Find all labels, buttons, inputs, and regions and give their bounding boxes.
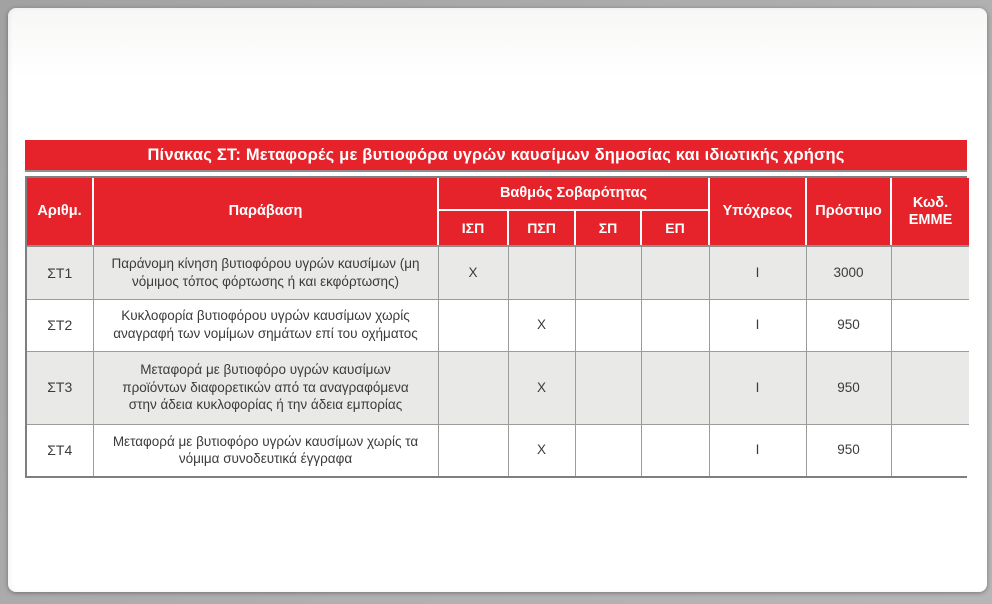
table-row-st1 [27,246,969,299]
table-row-st2 [27,299,969,351]
table-title: Πίνακας ΣΤ: Μεταφορές με βυτιοφόρα υγρών καυσίμων δημοσίας και ιδιωτικής χρήσης [147,145,845,164]
table-title-bar [25,140,967,172]
cell-obligated: Ι [709,246,806,299]
table-grid [25,176,967,478]
table-row-st4 [27,424,969,476]
cell-severity-ep [641,299,709,351]
cell-violation: Παράνομη κίνηση βυτιοφόρου υγρών καυσίμων (μη νόμιμος τόπος φόρτωσης ή και εκφόρτωσης) [93,246,438,299]
cell-severity-isp [438,351,508,424]
cell-fine: 950 [806,351,891,424]
column-header-violation: Παράβαση [93,178,438,246]
cell-severity-psp [508,246,575,299]
cell-obligated: Ι [709,424,806,476]
cell-number: ΣΤ3 [27,351,93,424]
cell-code [891,424,969,476]
cell-severity-ep [641,424,709,476]
table-row-st3 [27,351,969,424]
column-header-severity-ep: ΕΠ [641,210,709,246]
cell-severity-sp [575,246,641,299]
document-page [8,8,987,592]
cell-severity-sp [575,351,641,424]
cell-obligated: Ι [709,299,806,351]
cell-severity-psp: X [508,299,575,351]
column-header-fine: Πρόστιμο [806,178,891,246]
fines-table [25,140,967,478]
cell-severity-isp [438,424,508,476]
column-header-number: Αριθμ. [27,178,93,246]
cell-number: ΣΤ1 [27,246,93,299]
cell-violation: Μεταφορά με βυτιοφόρο υγρών καυσίμων προϊόντων διαφορετικών από τα αναγραφόμενα στην άδεια κυκλοφορίας ή την άδεια εμπορίας [93,351,438,424]
cell-code [891,299,969,351]
cell-severity-sp [575,424,641,476]
cell-number: ΣΤ4 [27,424,93,476]
cell-obligated: Ι [709,351,806,424]
cell-violation: Κυκλοφορία βυτιοφόρου υγρών καυσίμων χωρίς αναγραφή των νομίμων σημάτων επί του οχήματος [93,299,438,351]
column-header-severity-isp: ΙΣΠ [438,210,508,246]
column-header-severity-group: Βαθμός Σοβαρότητας [438,178,709,210]
cell-severity-isp [438,299,508,351]
cell-code [891,246,969,299]
cell-severity-psp: X [508,351,575,424]
cell-fine: 3000 [806,246,891,299]
cell-fine: 950 [806,424,891,476]
column-header-severity-sp: ΣΠ [575,210,641,246]
column-header-obligated: Υπόχρεος [709,178,806,246]
cell-severity-psp: X [508,424,575,476]
cell-violation: Μεταφορά με βυτιοφόρο υγρών καυσίμων χωρίς τα νόμιμα συνοδευτικά έγγραφα [93,424,438,476]
cell-severity-ep [641,351,709,424]
cell-severity-isp: X [438,246,508,299]
column-header-severity-psp: ΠΣΠ [508,210,575,246]
cell-severity-sp [575,299,641,351]
cell-code [891,351,969,424]
cell-number: ΣΤ2 [27,299,93,351]
column-header-code: Κωδ. ΕΜΜΕ [891,178,969,246]
cell-fine: 950 [806,299,891,351]
cell-severity-ep [641,246,709,299]
